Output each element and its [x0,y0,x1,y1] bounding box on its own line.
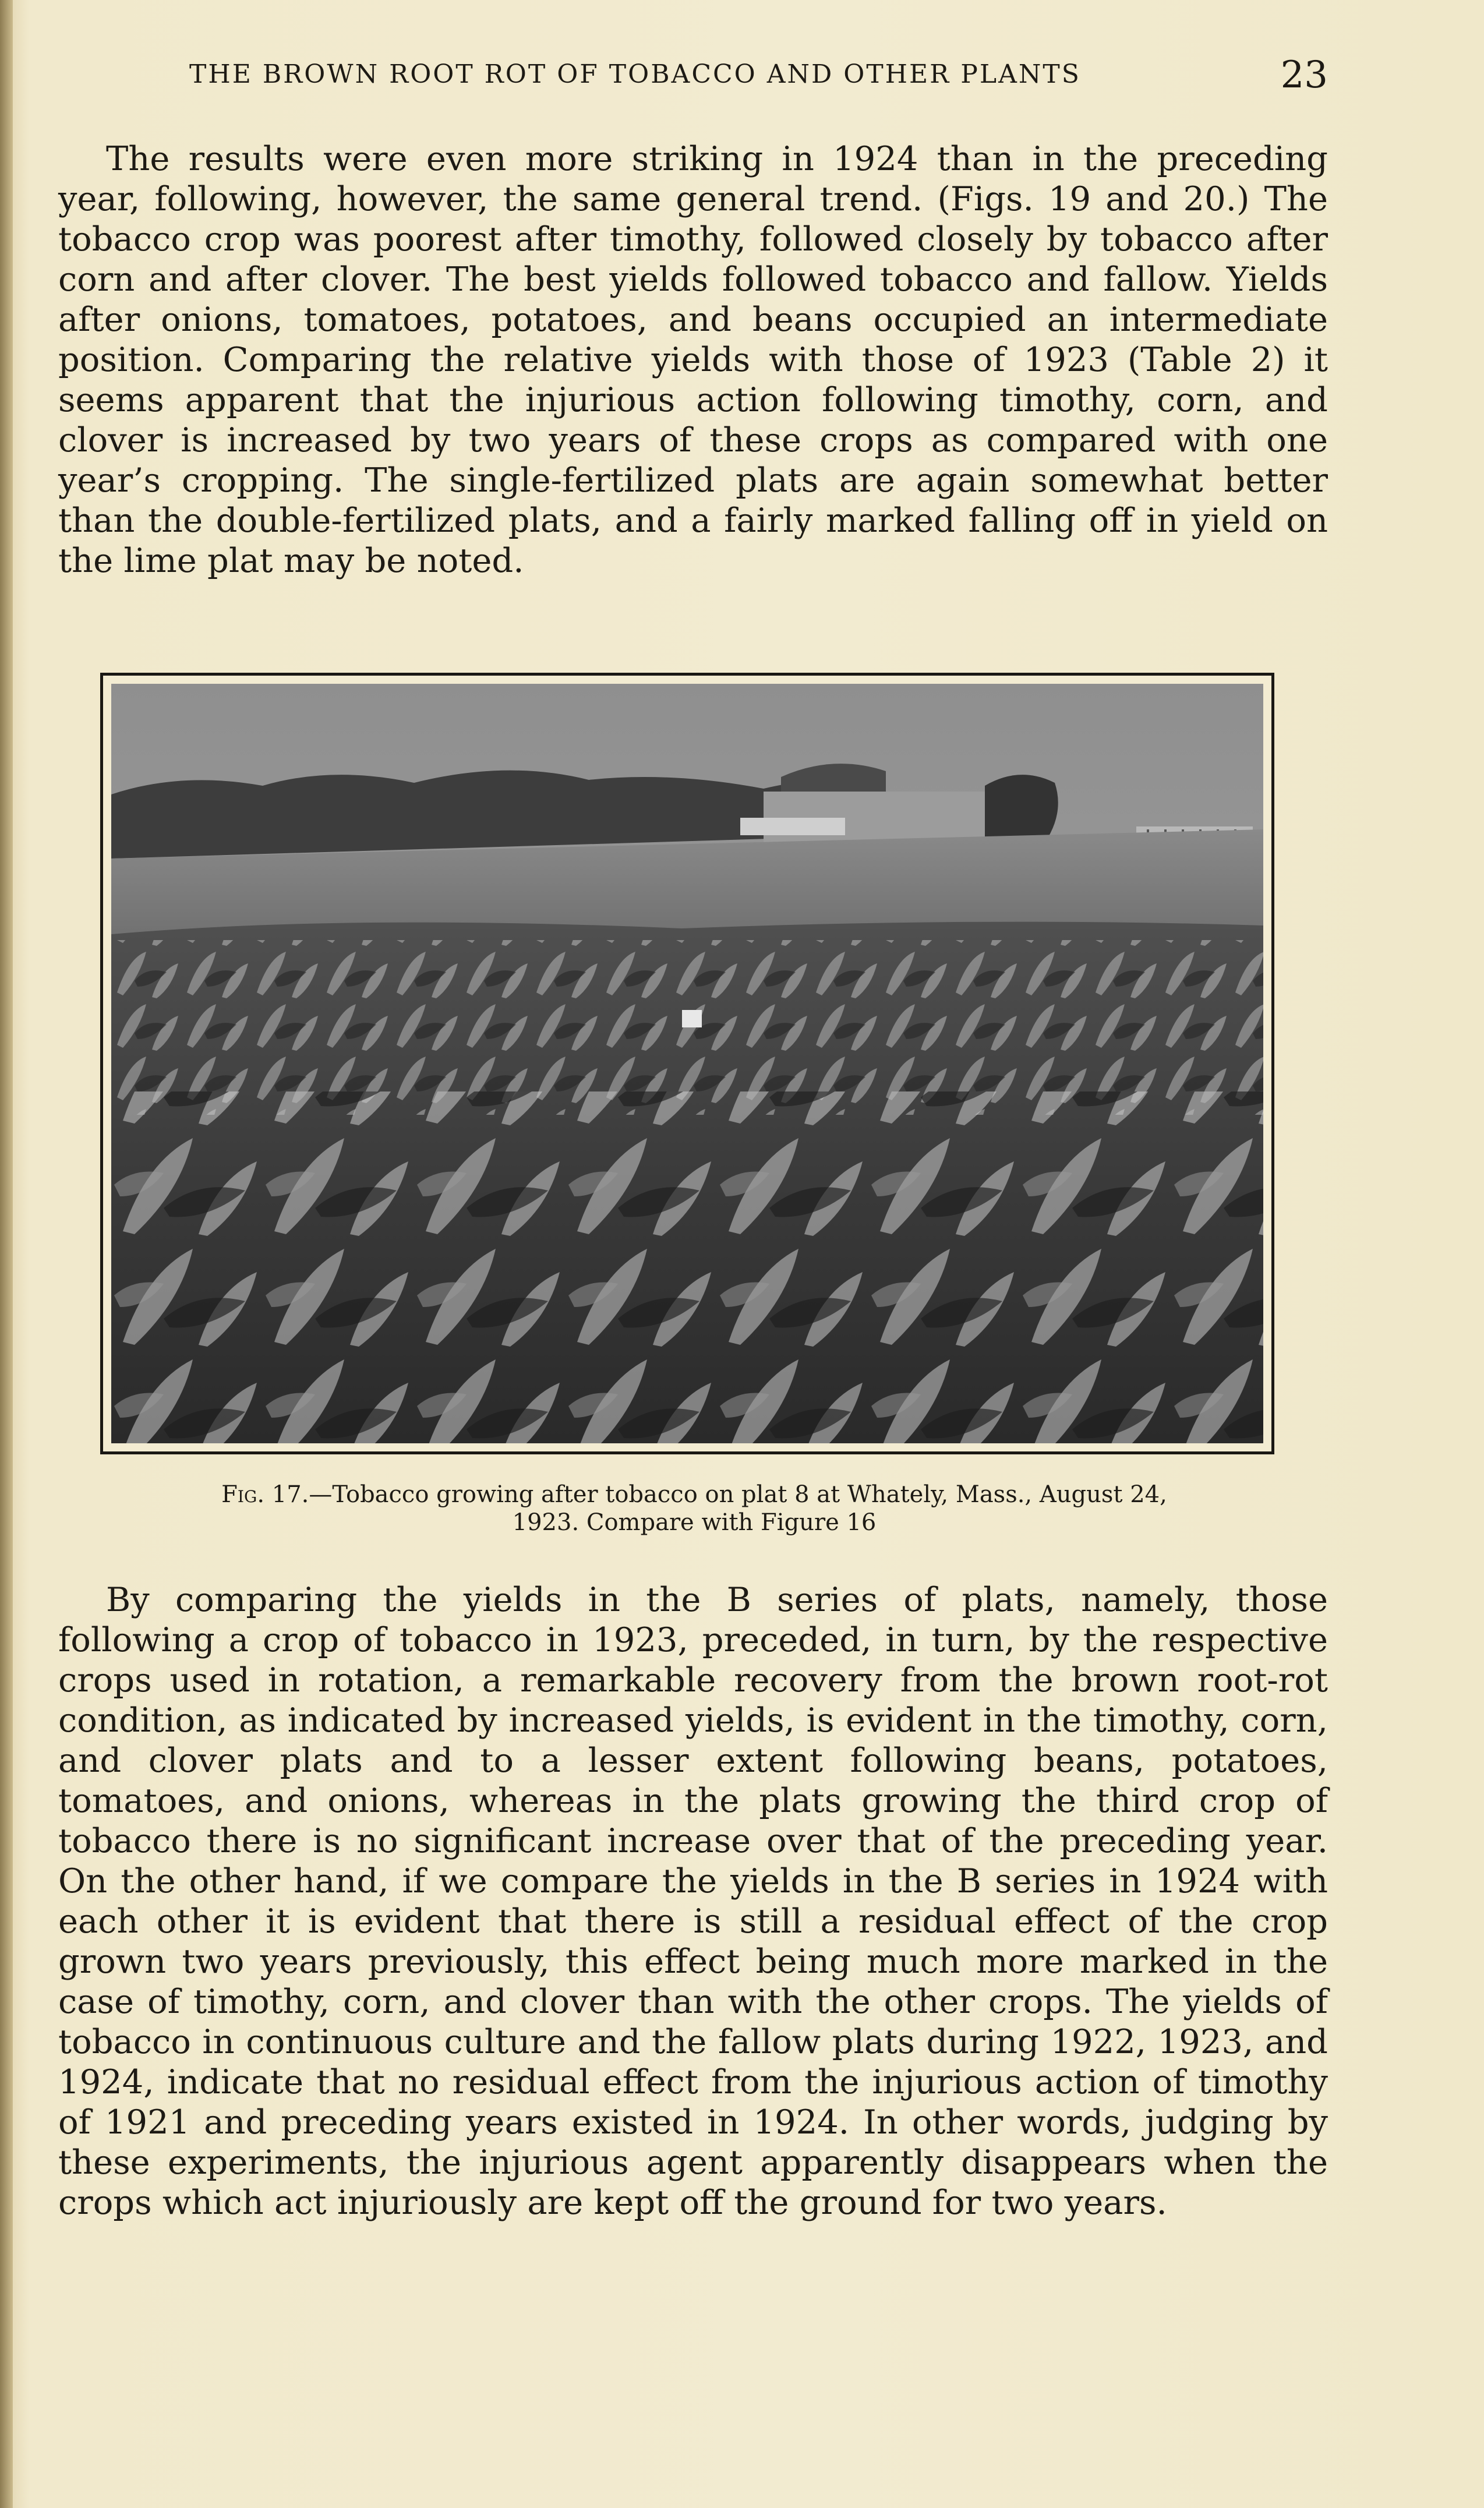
caption-text-1: —Tobacco growing after tobacco on plat 8 at Whately, Mass., August 24, [309,1481,1167,1508]
paragraph-1: The results were even more striking in 1924 than in the preceding year, following, however, the same general trend. (Figs. 19 and 20.) The tobacco crop was poorest after timothy, followed closely by tobacco after corn and after clover. The best yields followed tobacco and fallow. Yields after onions, tomatoes, potatoes, and beans occupied an intermediate position. Comparing the relative yields with those of 1923 (Table 2) it seems apparent that the injurious action following timothy, corn, and clover is increased by two years of these crops as compared with one year’s cropping. The single-fertilized plats are again somewhat better than the double-fertilized plats, and a fairly marked falling off in yield on the lime plat may be noted. [58,139,1328,580]
figure-label: Fig. 17. [221,1481,309,1508]
page-number: 23 [1280,54,1328,97]
figure-17 [100,673,1274,1454]
figure-caption [98,1481,1291,1536]
caption-line-1 [98,1481,1291,1509]
tobacco-field-illustration [111,684,1263,1443]
book-spine-edge [0,0,13,2508]
caption-line-2: 1923. Compare with Figure 16 [512,1509,877,1536]
running-head: THE BROWN ROOT ROT OF TOBACCO AND OTHER PLANTS [189,59,1081,89]
paragraph-2: By comparing the yields in the B series of plats, namely, those following a crop of tobacco in 1923, preceded, in turn, by the respective crops used in rotation, a remarkable recovery from the brown root-rot condition, as indicated by increased yields, is evident in the timothy, corn, and clover plats and to a lesser extent following beans, potatoes, tomatoes, and onions, whereas in the plats growing the third crop of tobacco there is no significant increase over that of the preceding year. On the other hand, if we compare the yields in the B series in 1924 with each other it is evident that there is still a residual effect of the crop grown two years previously, this effect being much more marked in the case of timothy, corn, and clover than with the other crops. The yields of tobacco in continuous culture and the fallow plats during 1922, 1923, and 1924, indicate that no residual effect from the injurious action of timothy of 1921 and preceding years existed in 1924. In other words, judging by these experiments, the injurious agent apparently disappears when the crops which act injuriously are kept off the ground for two years. [58,1580,1328,2222]
tobacco-field-photo [111,684,1263,1443]
page-header [58,54,1328,100]
